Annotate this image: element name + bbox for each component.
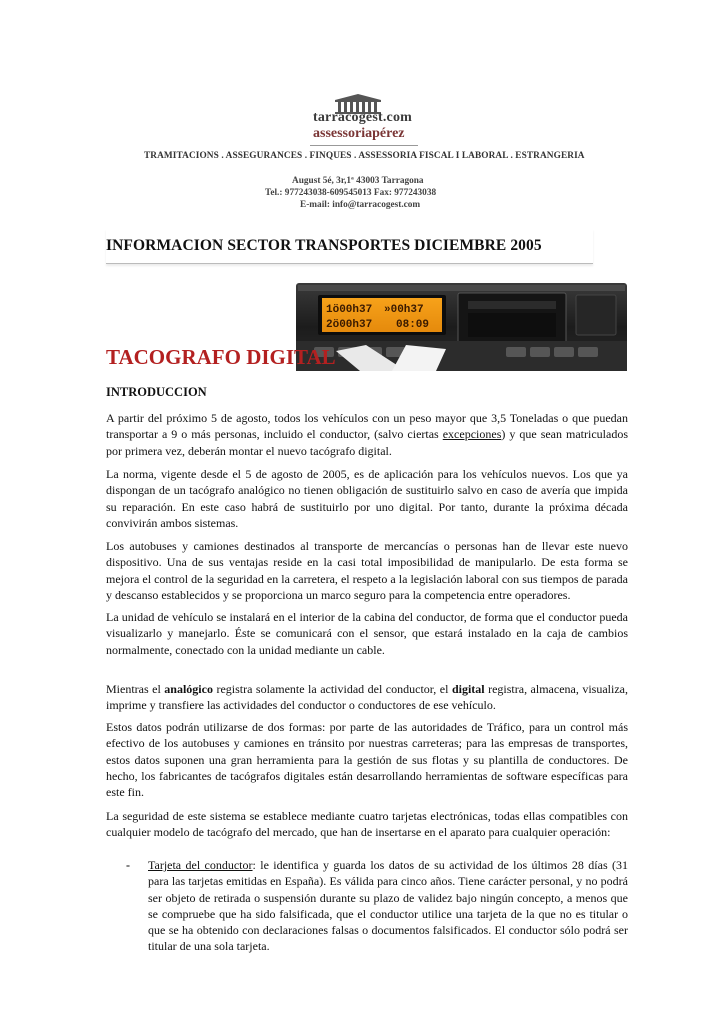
paragraph-5-text-e: registra, almacena, visualiza, imprime y transfiere las actividades del conductor o conductores de ese vehículo. <box>106 682 628 713</box>
paragraph-2: La norma, vigente desde el 5 de agosto de 2005, es de aplicación para los vehículos nuevos. Los que ya dispongan de un tacógrafo analógico no tienen obligación de sustituirlo salvo en caso de avería que impida su reparación. En este caso habrá de sustituirlo por uno digital. Por tanto, durante la próxima década convivirán ambos sistemas. <box>106 467 628 530</box>
list-bullet: - <box>126 858 130 872</box>
paragraph-3: Los autobuses y camiones destinados al transporte de mercancías o personas han de llevar este nuevo dispositivo. Una de sus ventajas reside en la casi total imposibilidad de manipularlo. De esta forma se mejora el control de la seguridad en la carretera, el respeto a la legislación laboral con sus tiempos de parada y descanso establecidos y se proporciona un marco seguro para la competencia entre operadores. <box>106 539 628 602</box>
document-title: INFORMACION SECTOR TRANSPORTES DICIEMBRE 2005 <box>106 237 542 254</box>
excepciones-link[interactable]: excepciones <box>442 427 502 442</box>
tarjeta-conductor-link[interactable]: Tarjeta del conductor <box>148 858 253 872</box>
brand-divider <box>310 145 418 146</box>
paragraph-7: La seguridad de este sistema se establece mediante cuatro tarjetas electrónicas, todas ellas compatibles con cualquier modelo de tacógrafo del mercado, que han de insertarse en el aparato para cualquier operación: <box>106 809 628 840</box>
lcd-line1-left: 1ö00h37 <box>326 304 373 316</box>
lcd-line2-left: 2ö00h37 <box>326 319 373 331</box>
list-item-text: : le identifica y guarda los datos de su actividad de los últimos 28 días (31 para las tarjetas emitidas en España). Es válida para cinco años. Tiene carácter personal, y no podrá ser objeto de retirada o suspensión durante su plazo de validez bajo ningún concepto, a menos que se compruebe que ha sido falsificada, que el conductor utilice una tarjeta de la que no es titular o que se ha obtenido con declaraciones falsas o documentos falsificados. El conductor sólo podrá ser titular de una sola tarjeta. <box>148 858 628 954</box>
lcd-line1-right: »00h37 <box>384 304 424 316</box>
paragraph-6: Estos datos podrán utilizarse de dos formas: por parte de las autoridades de Tráfico, para un control más efectivo de los autobuses y camiones en tránsito por nuestras carreteras; para las empresas de transportes, estos datos suponen una gran herramienta para la gestión de sus flotas y su plantilla de conductores. De hecho, los fabricantes de tacógrafos digitales están desarrollando herramientas de software específicas para este fin. <box>106 720 628 800</box>
brand-subname: assessoriapérez <box>313 126 405 141</box>
paragraph-5-text-a: Mientras el <box>106 682 165 696</box>
email-line: E-mail: info@tarracogest.com <box>300 200 421 210</box>
phone-fax-line: Tel.: 977243038-609545013 Fax: 977243038 <box>265 188 437 198</box>
list-item <box>106 857 628 955</box>
services-line: TRAMITACIONS . ASSEGURANCES . FINQUES . ASSESSORIA FISCAL I LABORAL . ESTRANGERIA <box>144 151 585 161</box>
cards-list <box>106 857 628 955</box>
paragraph-5 <box>106 681 628 714</box>
address-line: August 5é, 3r,1ª 43003 Tarragona <box>292 176 424 186</box>
analogico-term: analógico <box>164 682 213 696</box>
section-title: TACOGRAFO DIGITAL <box>106 345 336 369</box>
paragraph-1-text-a: A partir del próximo 5 de agosto, todos los vehículos con un peso mayor que 3,5 Toneladas o que puedan transportar a 9 o más personas, incluido el conductor, (salvo ciertas <box>106 411 628 442</box>
paragraph-4: La unidad de vehículo se instalará en el interior de la cabina del conductor, de forma que el conductor pueda visualizarlo y manejarlo. Éste se comunicará con el sensor, que estará instalado en la caja de cambios normalmente, conectado con la unidad mediante un cable. <box>106 610 628 657</box>
lcd-line2-right: 08:09 <box>396 319 430 331</box>
paragraph-5-text-c: registra solamente la actividad del conductor, el <box>212 682 452 696</box>
subsection-title: INTRODUCCION <box>106 385 207 399</box>
paragraph-1-text-b: ) y que sean matriculados por primera vez, deberán montar el nuevo tacógrafo digital. <box>106 427 628 458</box>
tachograph-device-image <box>296 283 627 371</box>
digital-term: digital <box>451 682 485 696</box>
brand-name: tarracogest.com <box>313 110 413 125</box>
letterhead <box>0 0 728 225</box>
paragraph-1 <box>106 410 628 459</box>
